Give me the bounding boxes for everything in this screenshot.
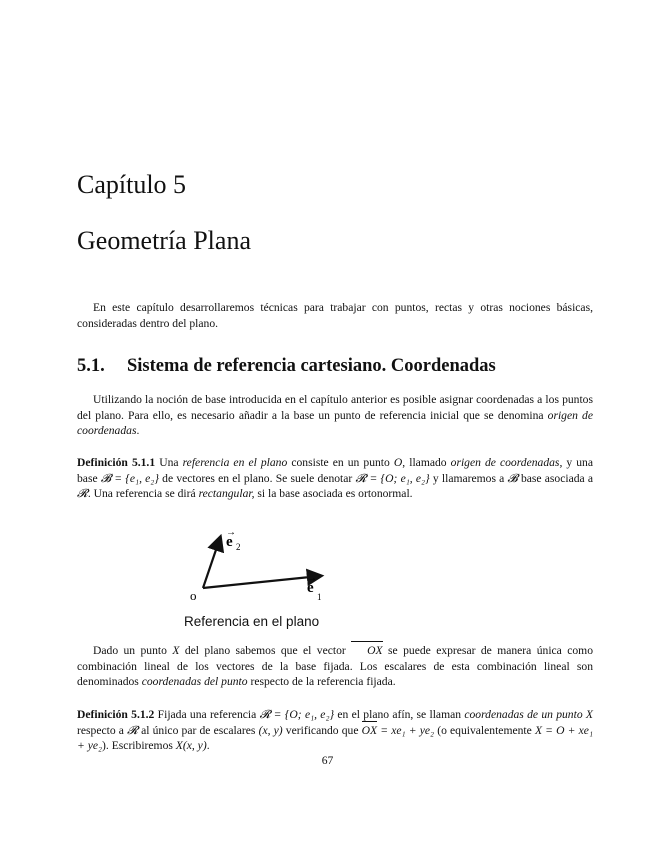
def1-R2: 𝓡 bbox=[77, 487, 88, 501]
paragraph-coordinates bbox=[77, 643, 593, 690]
def2-eq: = xe₁ + ye₂ bbox=[377, 723, 435, 737]
section-heading bbox=[77, 356, 496, 377]
section-number: 5.1. bbox=[77, 356, 105, 376]
para2-X: X bbox=[172, 644, 180, 657]
para1-emph: origen de coordenadas bbox=[77, 408, 593, 438]
def1-t5: de vectores en el plano. Se suele denotar bbox=[158, 471, 356, 485]
def2-t1: Fijada una referencia bbox=[154, 708, 260, 721]
def2-t7: ). Escribiremos bbox=[102, 739, 176, 753]
def2-xy: (x, y) bbox=[258, 723, 283, 737]
def2-t3: respecto a bbox=[77, 723, 128, 737]
e1-sub: 1 bbox=[317, 592, 322, 602]
def1-B2: 𝓑 bbox=[507, 471, 518, 485]
vector-e2-arrow bbox=[203, 538, 220, 588]
definition-label-2: Definición 5.1.2 bbox=[77, 708, 155, 721]
def1-t4: y una base bbox=[77, 456, 594, 485]
reference-figure bbox=[180, 530, 340, 610]
para2-t1: Dado un punto bbox=[93, 644, 173, 657]
def2-t5: verificando que bbox=[282, 723, 362, 737]
para2-emph: coordenadas del punto bbox=[141, 675, 248, 689]
e1-label: e bbox=[307, 580, 314, 596]
def2-t8: . bbox=[206, 739, 210, 753]
def1-t2: consiste en un punto bbox=[287, 456, 394, 469]
e2-sub: 2 bbox=[236, 542, 241, 552]
origin-label: o bbox=[190, 588, 197, 603]
para1-end: . bbox=[136, 424, 140, 438]
e2-label: e bbox=[226, 534, 233, 550]
figure-caption: Referencia en el plano bbox=[184, 614, 320, 629]
para1-text: Utilizando la noción de base introducida en el capítulo anterior es posible asignar coordenadas a los puntos del plano. Para ello, es necesario añadir a la base un punto de referencia inicial que se denomina bbox=[77, 393, 593, 422]
intro-paragraph: En este capítulo desarrollaremos técnicas para trabajar con puntos, rectas y otras nociones básicas, consideradas dentro del plano. bbox=[77, 301, 593, 330]
vector-OX: OX bbox=[351, 643, 382, 659]
def1-e2: origen de coordenadas, bbox=[450, 456, 563, 469]
chapter-title: Geometría Plana bbox=[77, 226, 251, 255]
chapter-number: Capítulo 5 bbox=[77, 170, 187, 199]
e1-arrow-mark: → bbox=[307, 573, 317, 584]
def1-t8: . Una referencia se dirá bbox=[87, 487, 199, 501]
reference-diagram bbox=[180, 530, 340, 610]
definition-5-1-2 bbox=[77, 707, 593, 754]
def1-t3: , llamado bbox=[402, 456, 451, 469]
def1-e3: rectangular, bbox=[198, 487, 255, 501]
def1-t9: si la base asociada es ortonormal. bbox=[254, 487, 413, 501]
def2-R: 𝓡 = {O; e₁, e₂} bbox=[259, 708, 335, 721]
def1-t7: base asociada a bbox=[517, 471, 593, 485]
def1-R: 𝓡 = {O; e₁, e₂} bbox=[355, 471, 430, 485]
def2-e1: coordenadas de un punto X bbox=[464, 708, 593, 721]
def2-t6: (o equivalentemente bbox=[434, 723, 535, 737]
vector-e1-arrow bbox=[203, 576, 320, 588]
page-number: 67 bbox=[321, 754, 334, 767]
def1-t1: Una bbox=[155, 456, 183, 469]
vector-OX-2: OX bbox=[361, 723, 378, 737]
def2-t2: en el plano afín, se llaman bbox=[334, 708, 465, 721]
def1-t6: y llamaremos a bbox=[429, 471, 508, 485]
paragraph-origin bbox=[77, 392, 593, 439]
def2-t4: al único par de escalares bbox=[137, 723, 259, 737]
def1-O: O bbox=[393, 456, 403, 469]
para2-t2: del plano sabemos que el vector bbox=[179, 644, 352, 657]
definition-label: Definición 5.1.1 bbox=[77, 456, 156, 469]
def2-R2: 𝓡 bbox=[127, 723, 138, 737]
e2-arrow-mark: → bbox=[226, 530, 236, 538]
def2-eq2: X = O + xe₁ + ye₂ bbox=[77, 723, 593, 753]
def1-e1: referencia en el plano bbox=[182, 456, 288, 469]
section-title: Sistema de referencia cartesiano. Coordenadas bbox=[127, 356, 496, 376]
definition-5-1-1 bbox=[77, 455, 593, 502]
para2-t3: se puede expresar de manera única como combinación lineal de los vectores de la base fijada. Los escalares de esta combinación lineal son denominados bbox=[77, 644, 593, 689]
def1-B: 𝓑 = {e₁, e₂} bbox=[100, 471, 159, 485]
def2-Xxy: X(x, y) bbox=[175, 739, 207, 753]
para2-t4: respecto de la referencia fijada. bbox=[247, 675, 396, 689]
